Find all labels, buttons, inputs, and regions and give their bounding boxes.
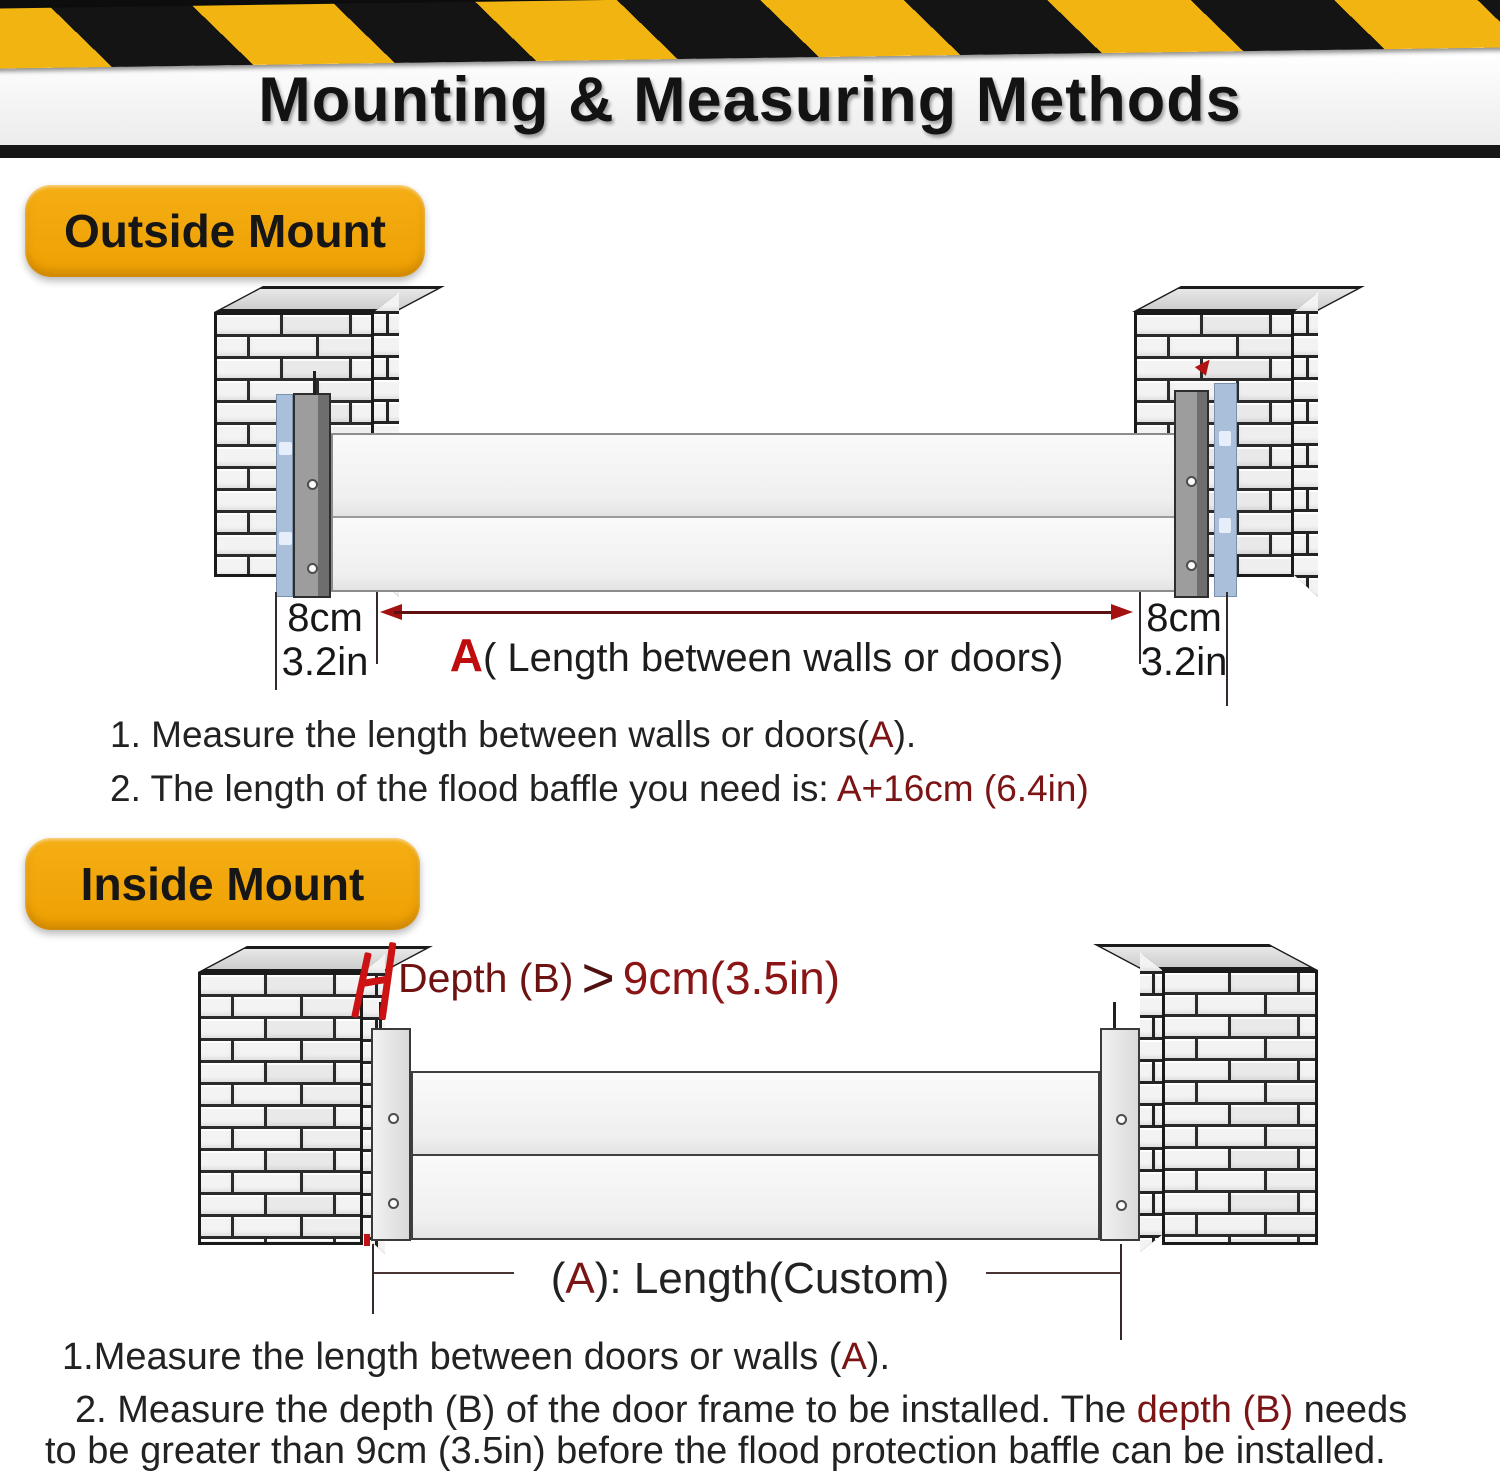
instruction-text: 1.Measure the length between doors or walls (	[62, 1336, 842, 1378]
screw-hole	[1116, 1114, 1127, 1125]
gasket-mark	[1219, 431, 1231, 446]
gasket-mark	[1219, 518, 1231, 533]
pillar-top-slab	[1132, 286, 1365, 312]
mounting-bracket	[1174, 390, 1209, 598]
instruction-text: needs	[1293, 1389, 1408, 1431]
measure-tick	[372, 1244, 374, 1314]
pillar-side-face	[1140, 952, 1162, 1252]
barrier-board-bottom	[413, 1156, 1098, 1238]
pillar-side-face	[1294, 292, 1318, 597]
depth-label-text: Depth (B)	[398, 954, 574, 1001]
screw-hole	[1116, 1200, 1127, 1211]
instruction-text: to be greater than 9cm (3.5in) before the flood protection baffle can be installed.	[45, 1430, 1386, 1472]
length-label	[380, 1254, 1120, 1304]
barrier-board-bottom	[333, 518, 1179, 590]
outside-instruction-2	[110, 768, 1089, 810]
dim-cm: 8cm	[1146, 596, 1222, 640]
greater-than-sign: >	[581, 945, 615, 1010]
inside-instruction-2-line-1	[75, 1389, 1407, 1432]
instruction-highlight: A	[841, 1336, 867, 1378]
gasket-strip	[276, 394, 293, 597]
screw-hole	[307, 479, 318, 490]
gasket-strip	[1214, 383, 1237, 597]
flood-barrier-panel	[331, 433, 1181, 592]
instruction-text: 2. The length of the flood baffle you need is:	[110, 768, 837, 809]
instruction-text: ).	[866, 1336, 891, 1378]
gasket-mark	[279, 532, 292, 545]
dim-cm: 8cm	[287, 596, 363, 640]
page-title: Mounting & Measuring Methods	[258, 65, 1242, 135]
label-text: (	[550, 1254, 566, 1303]
label-a: A	[565, 1254, 595, 1303]
flood-barrier-panel	[411, 1071, 1100, 1240]
instruction-text: 1. Measure the length between walls or doors(	[110, 714, 869, 755]
inside-right-pillar	[1162, 970, 1318, 1245]
mounting-bracket	[1100, 1028, 1140, 1241]
measure-arrow-label	[380, 628, 1133, 682]
dim-inch: 3.2in	[1140, 640, 1228, 684]
inside-instruction-2-line-2	[45, 1430, 1386, 1473]
screw-hole	[388, 1198, 399, 1209]
banner-divider	[0, 145, 1500, 158]
screw-hole	[388, 1113, 399, 1124]
arrow-line	[394, 611, 1119, 614]
instruction-text: 2. Measure the depth (B) of the door frame to be installed. The	[75, 1389, 1137, 1431]
instruction-text: ).	[893, 714, 917, 755]
inside-instruction-1	[62, 1336, 890, 1379]
dim-inch: 3.2in	[281, 640, 369, 684]
dimension-right	[1134, 596, 1234, 684]
inside-mount-badge: Inside Mount	[25, 838, 420, 930]
bracket-pin	[1113, 1002, 1116, 1028]
dimension-left	[268, 596, 382, 684]
pillar-front-face	[198, 972, 363, 1245]
gasket-mark	[279, 442, 292, 455]
pillar-top-slab	[214, 286, 445, 312]
pillar-top-slab	[1093, 944, 1318, 970]
label-a: A	[449, 629, 483, 681]
depth-indicator-icon	[354, 942, 398, 1030]
barrier-board-top	[413, 1073, 1098, 1156]
screw-hole	[1186, 560, 1197, 571]
screw-hole	[307, 563, 318, 574]
label-text: ( Length between walls or doors)	[482, 636, 1064, 680]
inside-left-pillar	[198, 972, 363, 1245]
measure-tick	[1120, 1244, 1122, 1340]
measure-arrow	[380, 604, 1133, 620]
mounting-bracket	[293, 393, 331, 598]
instruction-highlight: depth (B)	[1136, 1389, 1294, 1431]
instruction-highlight: A+16cm (6.4in)	[836, 768, 1089, 809]
mounting-bracket	[371, 1028, 411, 1241]
depth-label	[398, 945, 841, 1010]
red-mark	[364, 1234, 370, 1246]
arrow-head-right-icon	[1111, 604, 1133, 620]
screw-hole	[1186, 476, 1197, 487]
label-text: ): Length(Custom)	[594, 1254, 950, 1303]
bracket-pin	[313, 371, 316, 395]
pillar-front-face	[1162, 970, 1318, 1245]
depth-value: 9cm(3.5in)	[622, 952, 841, 1004]
outside-mount-badge: Outside Mount	[25, 185, 425, 277]
outside-instruction-1	[110, 714, 916, 756]
barrier-board-top	[333, 435, 1179, 518]
instruction-highlight: A	[868, 714, 894, 755]
